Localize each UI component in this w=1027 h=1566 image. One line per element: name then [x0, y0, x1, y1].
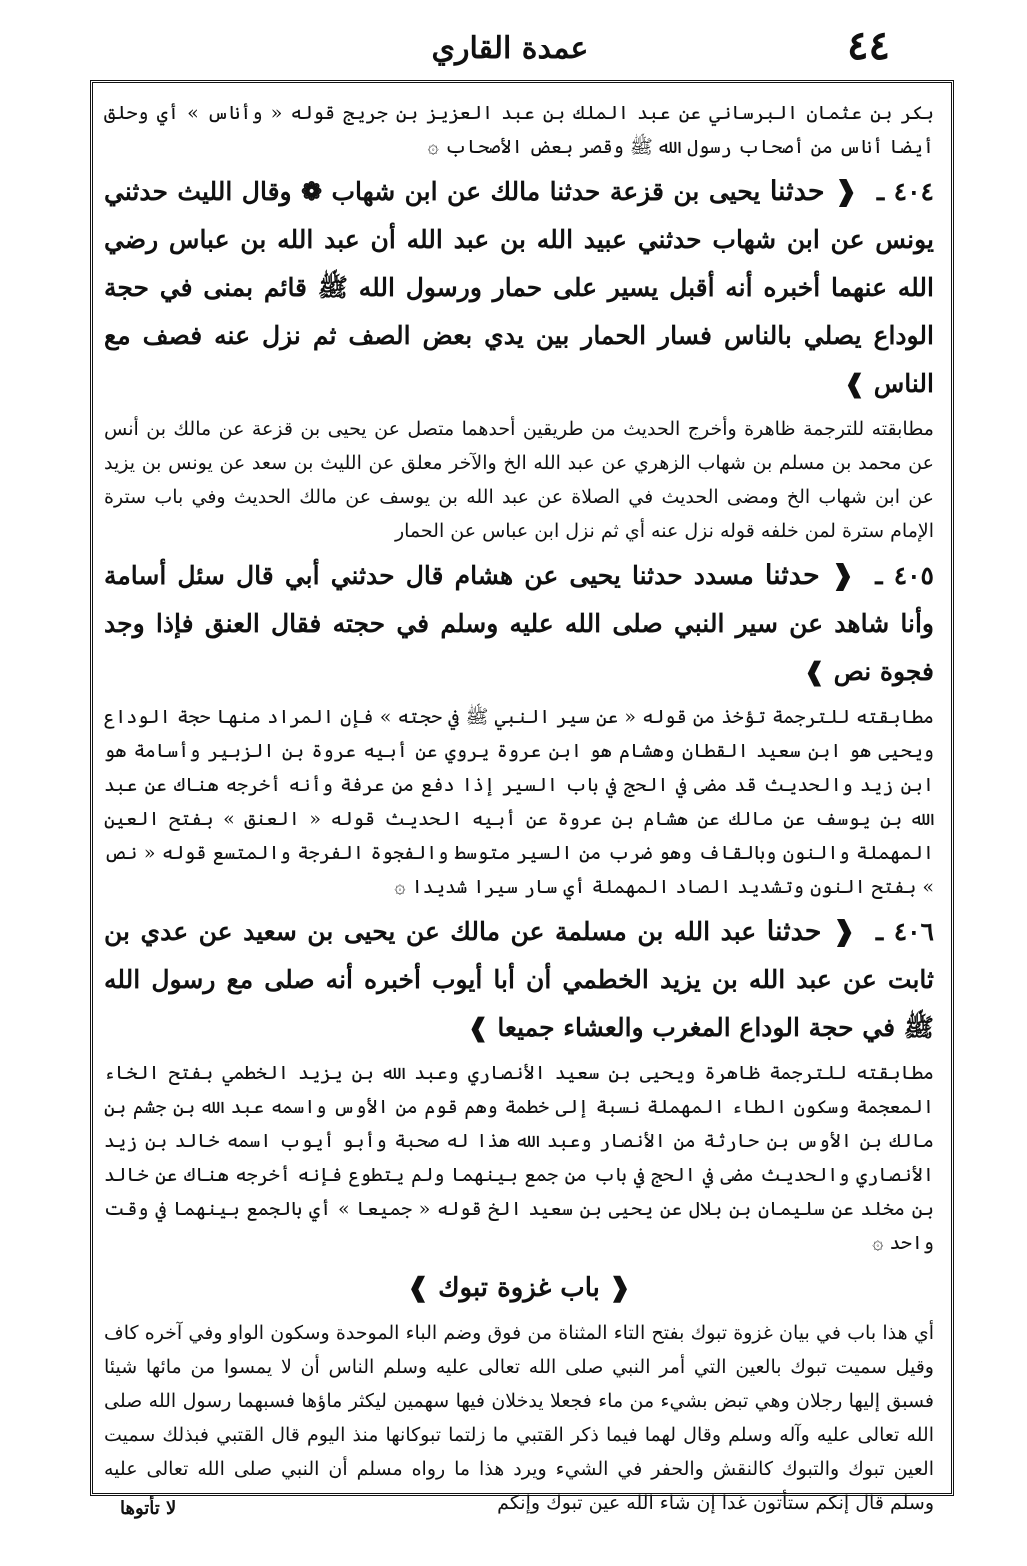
hadith-405: [104, 552, 934, 696]
hadith-406-lead: ❰ حدثنا: [766, 916, 856, 947]
hadith-405-number: ٤٠٥ ـ: [875, 561, 934, 590]
hadith-406-text: عبد الله بن مسلمة عن مالك عن يحيى بن سعيد عن عدي بن ثابت عن عبد الله بن يزيد الخطمي أن أبا أيوب أخبره أنه صلى مع رسول الله ﷺ في حجة الوداع المغرب والعشاء جميعا ❱: [104, 917, 934, 1042]
hadith-405-text: مسدد حدثنا يحيى عن هشام قال حدثني أبي قال سئل أسامة وأنا شاهد عن سير النبي صلى الله عليه وسلم في حجته فقال العنق فإذا وجد فجوة نص ❱: [104, 561, 934, 686]
page-number: ٤٤: [847, 22, 890, 69]
catchword: لا تأتوها: [120, 1498, 177, 1519]
commentary-406: مطابقته للترجمة ظاهرة ويحيى بن سعيد الأنصاري وعبد الله بن يزيد الخطمي بفتح الخاء المعجمة وسكون الطاء المهملة نسبة إلى خطمة وهم قوم من الأوس واسمه عبد الله بن جشم بن مالك بن الأوس بن حارثة من الأنصار وعبد الله هذا له صحبة وأبو أيوب اسمه خالد بن زيد الأنصاري والحديث مضى في الحج في باب من جمع بينهما ولم يتطوع فإنه أخرجه هناك عن خالد بن مخلد عن سليمان بن بلال عن يحيى بن سعيد الخ قوله « جميعا » أي بالجمع بينهما في وقت واحد ۞: [104, 1062, 934, 1254]
commentary-404: مطابقته للترجمة ظاهرة وأخرج الحديث من طريقين أحدهما متصل عن يحيى بن قزعة عن مالك بن أنس عن محمد بن مسلم بن شهاب الزهري عن عبد الله الخ والآخر معلق عن الليث بن سعد عن يونس بن يزيد عن ابن شهاب الخ ومضى الحديث في الصلاة عن عبد الله بن يوسف عن مالك الحديث وفي باب سترة الإمام سترة لمن خلفه قوله نزل عنه أي ثم نزل ابن عباس عن الحمار: [104, 418, 934, 542]
chapter-heading: ❰ باب غزوة تبوك ❱: [407, 1273, 631, 1303]
tabuk-paragraph: أي هذا باب في بيان غزوة تبوك بفتح التاء المثناة من فوق وضم الباء الموحدة وسكون الواو وفي آخره كاف وقيل سميت تبوك بالعين التي أمر النبي صلى الله تعالى عليه وسلم الناس أن لا يمسوا من مائها شيئا فسبق إليها رجلان وهي تبض بشيء من ماء فجعلا يدخلان فيها سهمين ليكثر ماؤها فسبهما رسول الله صلى الله تعالى عليه وآله وسلم وقال لهما فيما ذكر القتبي ما زلتما تبوكانها منذ اليوم قال القتبي فبذلك سميت العين تبوك والتبوك كالنقش والحفر في الشيء ويرد هذا ما رواه مسلم أن النبي صلى الله تعالى عليه وسلم قال إنكم ستأتون غدا إن شاء الله عين تبوك وإنكم: [104, 1322, 934, 1514]
intro-paragraph: بكر بن عثمان البرساني عن عبد الملك بن عبد العزيز بن جريج قوله « وأناس » أي وحلق أيضا أناس من أصحاب رسول الله ﷺ وقصر بعض الأصحاب ۞: [104, 102, 934, 158]
hadith-404-lead: ❰ حدثنا: [769, 176, 858, 207]
hadith-405-lead: ❰ حدثنا: [764, 560, 855, 591]
page-header: [90, 22, 930, 74]
hadith-406: [104, 908, 934, 1052]
hadith-406-number: ٤٠٦ ـ: [875, 917, 934, 946]
hadith-404-number: ٤٠٤ ـ: [876, 177, 934, 206]
commentary-405: مطابقته للترجمة تؤخذ من قوله « عن سير النبي ﷺ في حجته » فإن المراد منها حجة الوداع ويحيى هو ابن سعيد القطان وهشام هو ابن عروة يروي عن أبيه عروة بن الزبير وأسامة هو ابن زيد والحديث قد مضى في الحج في باب السير إذا دفع من عرفة وأنه أخرجه هناك عن عبد الله بن يوسف عن مالك عن هشام بن عروة عن أبيه الحديث قوله « العنق » بفتح العين المهملة والنون وبالقاف وهو ضرب من السير متوسط والفجوة الفرجة والمتسع قوله « نص » بفتح النون وتشديد الصاد المهملة أي سار سيرا شديدا ۞: [104, 706, 934, 898]
running-title: عمدة القاري: [431, 30, 589, 66]
hadith-404-text: يحيى بن قزعة حدثنا مالك عن ابن شهاب ❁ وقال الليث حدثني يونس عن ابن شهاب حدثني عبيد الله بن عبد الله أن عبد الله بن عباس رضي الله عنهما أخبره أنه أقبل يسير على حمار ورسول الله ﷺ قائم بمنى في حجة الوداع يصلي بالناس فسار الحمار بين يدي بعض الصف ثم نزل عنه فصف مع الناس ❱: [104, 177, 934, 398]
hadith-404: [104, 168, 934, 408]
